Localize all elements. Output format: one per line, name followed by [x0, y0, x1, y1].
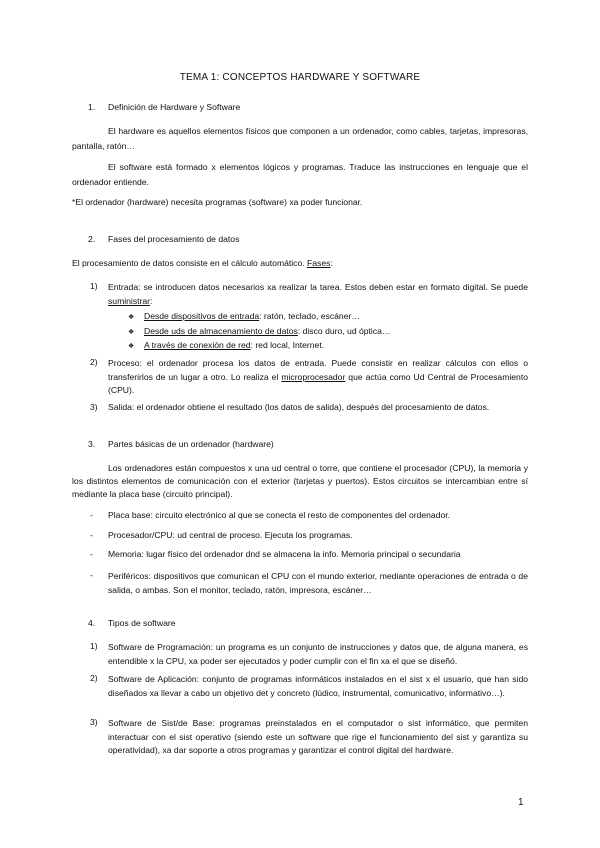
note: *El ordenador (hardware) necesita programas (software) xa poder funcionar. [72, 197, 363, 207]
section-title: Definición de Hardware y Software [108, 102, 241, 112]
section-title: Tipos de software [108, 618, 176, 628]
phase-text: : el ordenador obtiene el resultado (los datos de salida), después del procesamiento de datos. [131, 402, 490, 412]
software-type: Software de Aplicación: conjunto de programas informáticos instalados en el sist x el usuario, que han sido diseñados xa llevar a cabo un objetivo det y concreto (lúdico, instrumental, comunicativo, informativo…). [108, 674, 528, 698]
list-item: Placa base: circuito electrónico al que se conecta el resto de componentes del ordenador. [108, 510, 451, 520]
section-2-intro [72, 258, 528, 268]
item-number: 3) [90, 717, 98, 727]
phase-title: Salida [108, 402, 132, 412]
sub-item-text: : ratón, teclado, escáner… [259, 311, 360, 321]
software-type: Software de Programación: un programa es un conjunto de instrucciones y datos que, de alguna manera, es entendible x la CPU, xa poder ser ejecutados y poder cumplir con el fin xa el que se diseñó. [108, 642, 528, 666]
sub-item-text: : disco duro, ud óptica… [297, 326, 391, 336]
microprocesador-link: microprocesador [281, 371, 346, 382]
phase-title: Proceso [108, 358, 140, 368]
item-number: 2) [90, 357, 98, 367]
sub-item-label: Desde dispositivos de entrada [144, 311, 260, 321]
section-title: Partes básicas de un ordenador (hardware) [108, 439, 274, 449]
sub-list-item [128, 311, 360, 321]
section-2-heading [88, 234, 239, 244]
phase-text-end: : [150, 295, 153, 306]
page-number: 1 [518, 797, 524, 808]
dash-bullet: - [90, 549, 93, 559]
section-number: 2. [88, 234, 96, 244]
sub-list-item [128, 340, 324, 350]
phase-entrada [108, 281, 528, 308]
fases-link: Fases [307, 258, 331, 268]
list-item: Procesador/CPU: ud central de proceso. Ejecuta los programas. [108, 530, 353, 540]
phase-salida [108, 402, 528, 412]
intro-text: El procesamiento de datos consiste en el cálculo automático. [72, 258, 305, 268]
section-1-heading [88, 102, 240, 112]
phase-proceso [108, 357, 528, 398]
section-number: 3. [88, 439, 96, 449]
phase-title: Entrada [108, 282, 139, 292]
dash-bullet: - [90, 570, 93, 580]
paragraph: Los ordenadores están compuestos x una ud central o torre, que contiene el procesador (CPU), la memoria y los distintos elementos de comunicación con el exterior (tarjetas y puertos). Estos circuitos se intercambian entre sí mediante la placa base (circuito principal). [72, 463, 528, 499]
list-item: Memoria: lugar físico del ordenador dnd se almacena la info. Memoria principal o secundaria [108, 549, 461, 559]
sub-item-text: : red local, Internet. [250, 340, 325, 350]
section-number: 1. [88, 102, 96, 112]
section-4-heading [88, 618, 176, 628]
list-item: Periféricos: dispositivos que comunican el CPU con el mundo exterior, mediante operaciones de entrada o de salida, o ambas. Son el monitor, teclado, ratón, impresora, escáner… [108, 571, 528, 595]
item-number: 1) [90, 281, 98, 291]
suministrar-link: suministrar [108, 295, 151, 306]
dash-bullet: - [90, 510, 93, 520]
item-number: 1) [90, 641, 98, 651]
paragraph: El hardware es aquellos elementos físicos que componen a un ordenador, como cables, tarjetas, impresoras, pantalla, ratón… [72, 126, 528, 151]
paragraph: El software está formado x elementos lógicos y programas. Traduce las instrucciones en lenguaje que el ordenador entiende. [72, 162, 528, 187]
software-type: Software de Sist/de Base: programas preinstalados en el computador o sist informático, que permiten interactuar con el sist operativo (siendo este un software que rige el funcionamiento del sist y garantiza su operatividad), xa dar soporte a otros programas y garantizar el control digital del hardware. [108, 718, 528, 755]
page-title: TEMA 1: CONCEPTOS HARDWARE Y SOFTWARE [179, 72, 421, 83]
item-number: 3) [90, 402, 98, 412]
diamond-bullet-icon: ❖ [128, 314, 135, 321]
phase-text: : se introducen datos necesarios xa realizar la tarea. Estos deben estar en formato digital. Se puede [138, 282, 528, 292]
phase-text-end: que actúa como Ud Central de Procesamiento (CPU). [108, 371, 529, 395]
intro-end: : [330, 258, 333, 268]
phase-text: : el ordenador procesa los datos de entrada. Puede consistir en realizar cálculos con ellos o transferirlos de un lugar a otro. Lo realiza el [108, 358, 528, 382]
sub-item-label: Desde uds de almacenamiento de datos [144, 326, 298, 336]
item-number: 2) [90, 673, 98, 683]
section-3-heading [88, 439, 274, 449]
sub-list-item [128, 326, 391, 336]
diamond-bullet-icon: ❖ [128, 329, 135, 336]
section-title: Fases del procesamiento de datos [108, 234, 240, 244]
diamond-bullet-icon: ❖ [128, 343, 135, 350]
dash-bullet: - [90, 530, 93, 540]
sub-item-label: A través de conexión de red [144, 340, 251, 350]
section-number: 4. [88, 618, 96, 628]
